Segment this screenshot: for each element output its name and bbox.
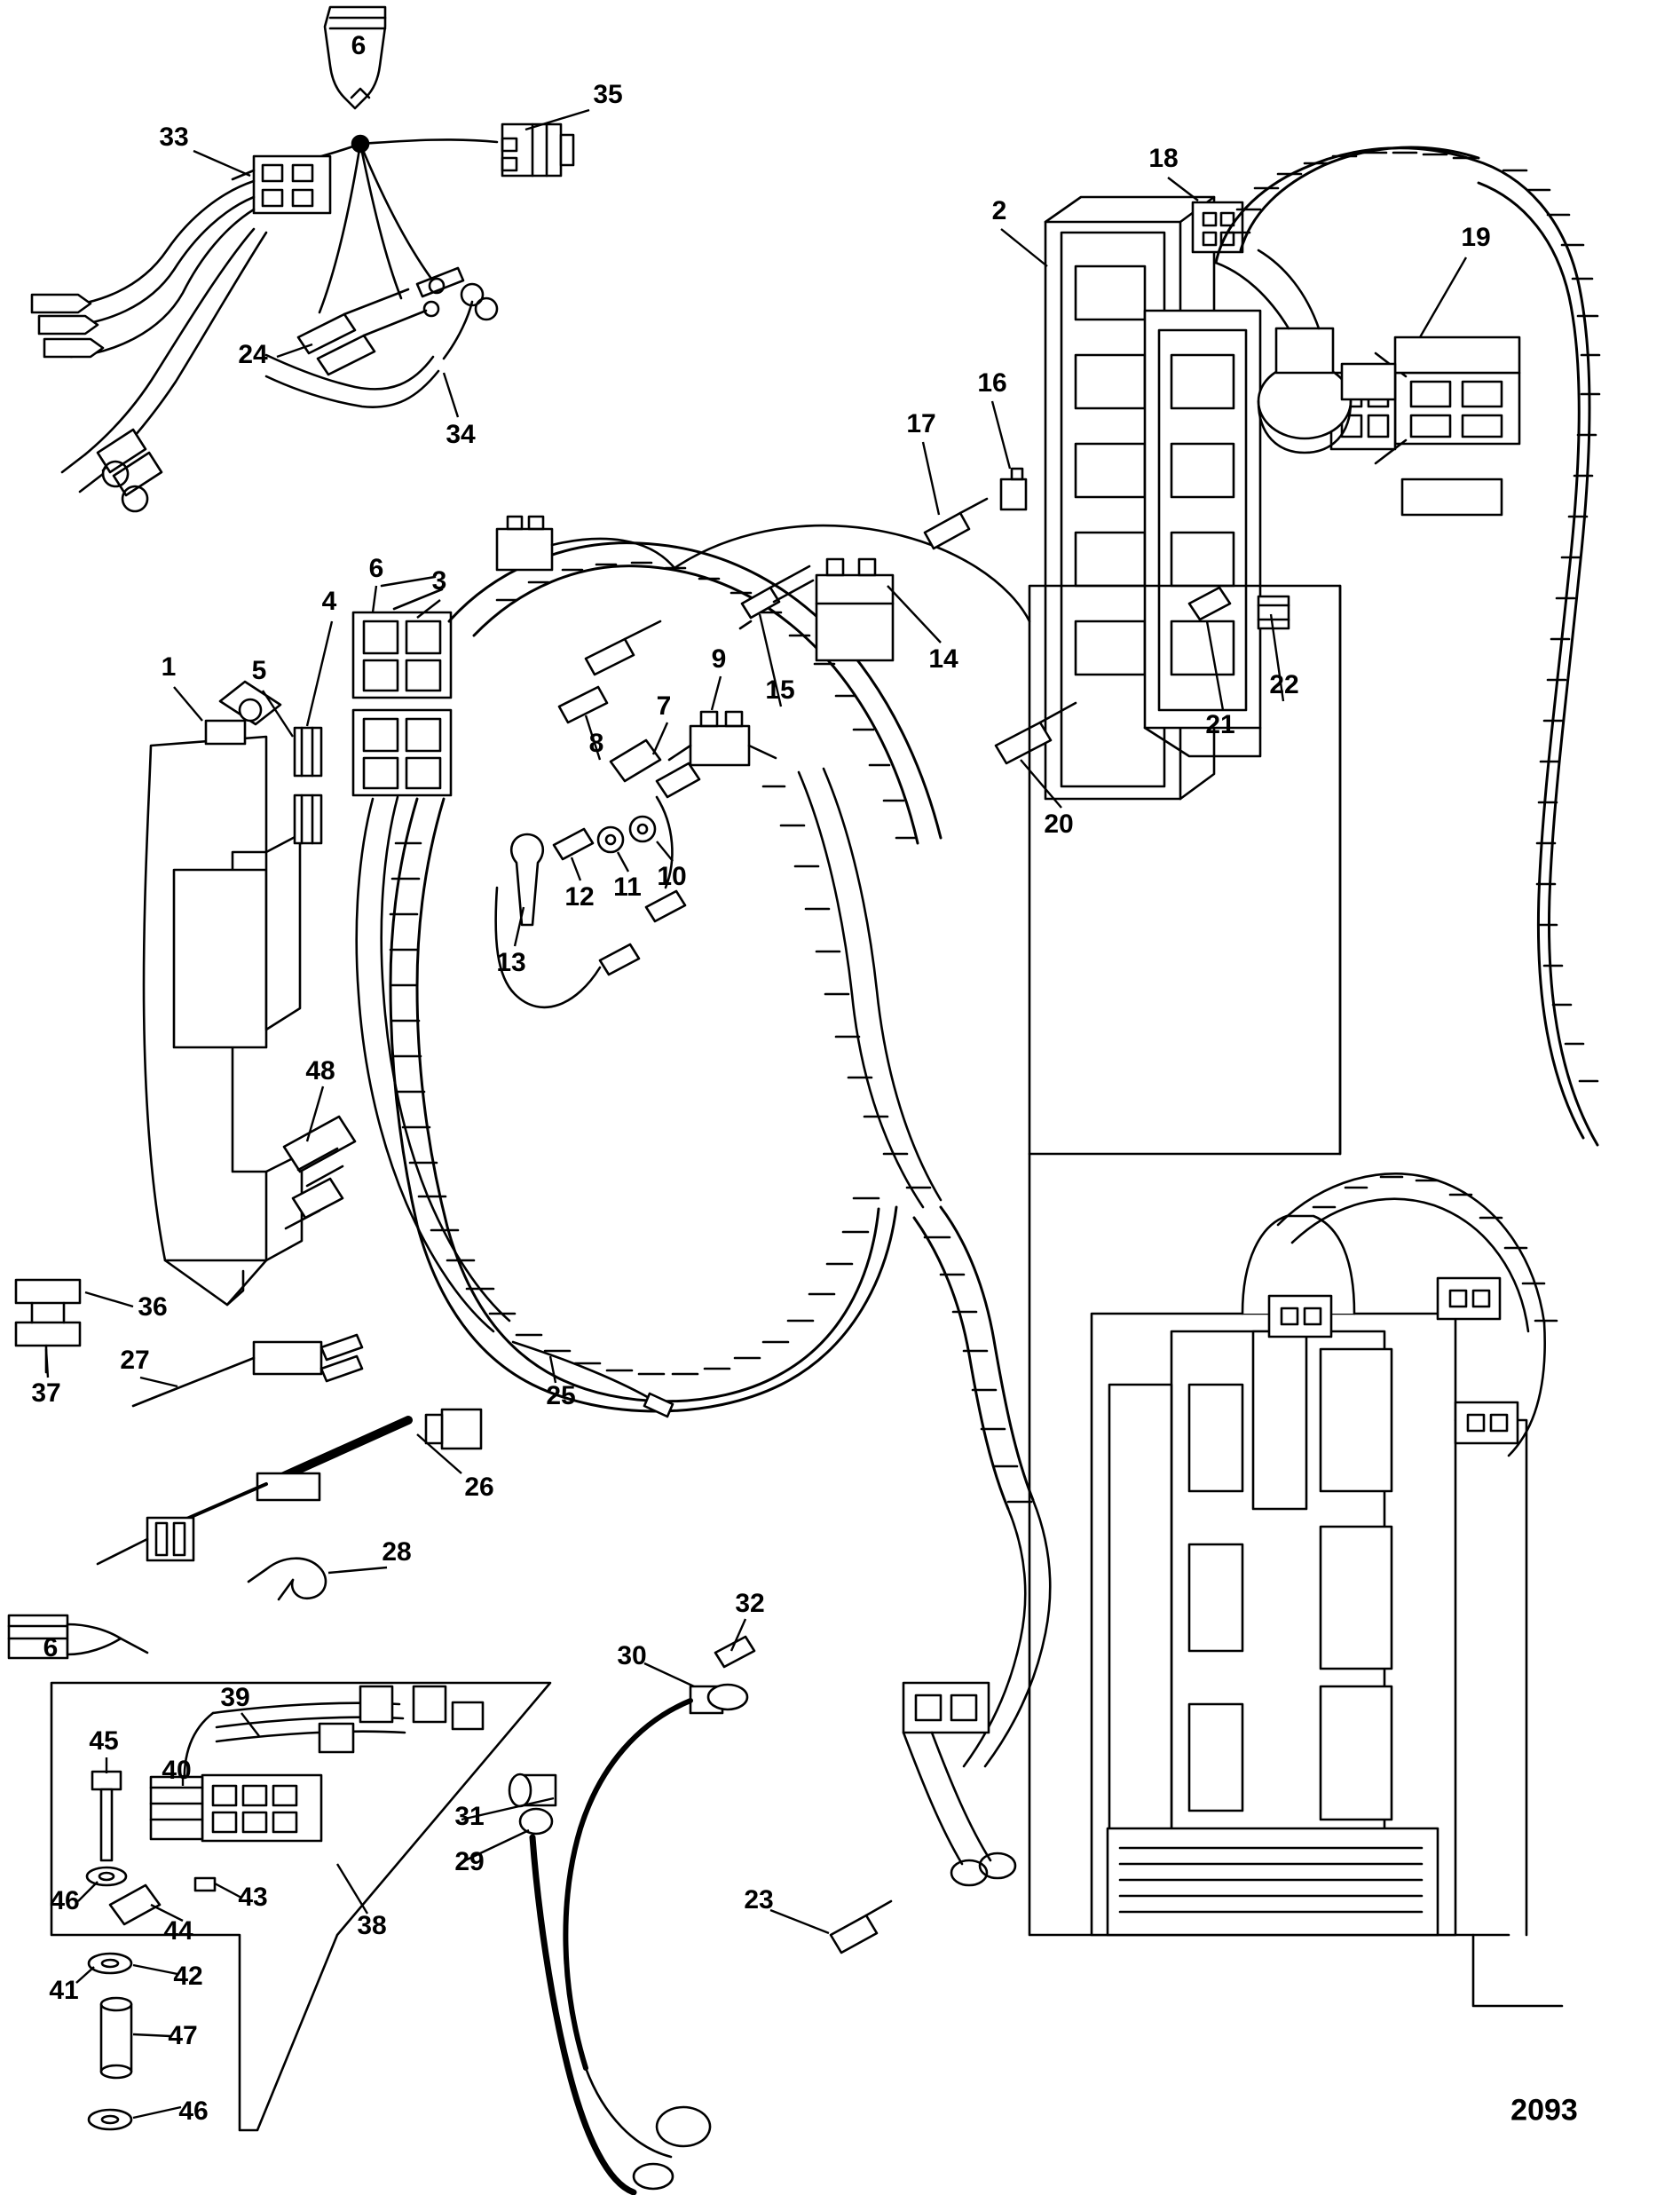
callout-43: 43: [238, 1883, 268, 1912]
callout-47: 47: [168, 2021, 198, 2050]
callout-3: 3: [431, 566, 447, 596]
callout-9: 9: [711, 644, 727, 674]
callout-23: 23: [744, 1885, 774, 1915]
callout-25: 25: [546, 1381, 576, 1410]
callout-34: 34: [446, 420, 476, 449]
callout-11: 11: [613, 872, 642, 902]
callout-8: 8: [588, 729, 604, 758]
callout-2: 2: [991, 196, 1007, 225]
callout-46b: 46: [178, 2096, 209, 2126]
callout-37: 37: [31, 1378, 61, 1408]
callout-46: 46: [50, 1886, 80, 1915]
callout-31: 31: [454, 1802, 485, 1831]
callout-6c: 6: [43, 1633, 59, 1662]
callout-16: 16: [977, 368, 1007, 398]
callout-6: 6: [351, 31, 367, 60]
callout-44: 44: [163, 1916, 193, 1946]
callout-36: 36: [138, 1292, 168, 1322]
callout-13: 13: [496, 948, 526, 977]
callout-35: 35: [593, 80, 623, 109]
callout-42: 42: [173, 1962, 203, 1991]
callout-12: 12: [564, 882, 595, 912]
callout-21: 21: [1205, 710, 1235, 739]
callout-1: 1: [161, 652, 177, 682]
callout-17: 17: [906, 409, 936, 438]
callout-39: 39: [220, 1683, 250, 1712]
callout-10: 10: [657, 862, 687, 891]
callout-7: 7: [656, 691, 672, 721]
callout-45: 45: [89, 1726, 119, 1756]
figure-id-label: 2093: [1510, 2093, 1578, 2128]
callout-29: 29: [454, 1847, 485, 1876]
callout-4: 4: [321, 587, 337, 616]
callout-14: 14: [928, 644, 958, 674]
callout-48: 48: [305, 1056, 335, 1086]
callout-26: 26: [464, 1473, 494, 1502]
callout-5: 5: [251, 656, 267, 685]
callout-40: 40: [162, 1756, 192, 1785]
callout-27: 27: [120, 1346, 150, 1375]
callout-28: 28: [382, 1537, 412, 1567]
callout-30: 30: [617, 1641, 647, 1670]
callout-38: 38: [357, 1911, 387, 1940]
callout-6b: 6: [368, 554, 384, 583]
callout-32: 32: [735, 1589, 765, 1618]
callout-41: 41: [49, 1976, 79, 2005]
callout-20: 20: [1044, 809, 1074, 839]
callout-15: 15: [765, 675, 795, 705]
callout-22: 22: [1269, 670, 1299, 699]
callout-33: 33: [159, 122, 189, 152]
callout-18: 18: [1148, 144, 1179, 173]
callout-19: 19: [1461, 223, 1491, 252]
callout-24: 24: [238, 340, 268, 369]
